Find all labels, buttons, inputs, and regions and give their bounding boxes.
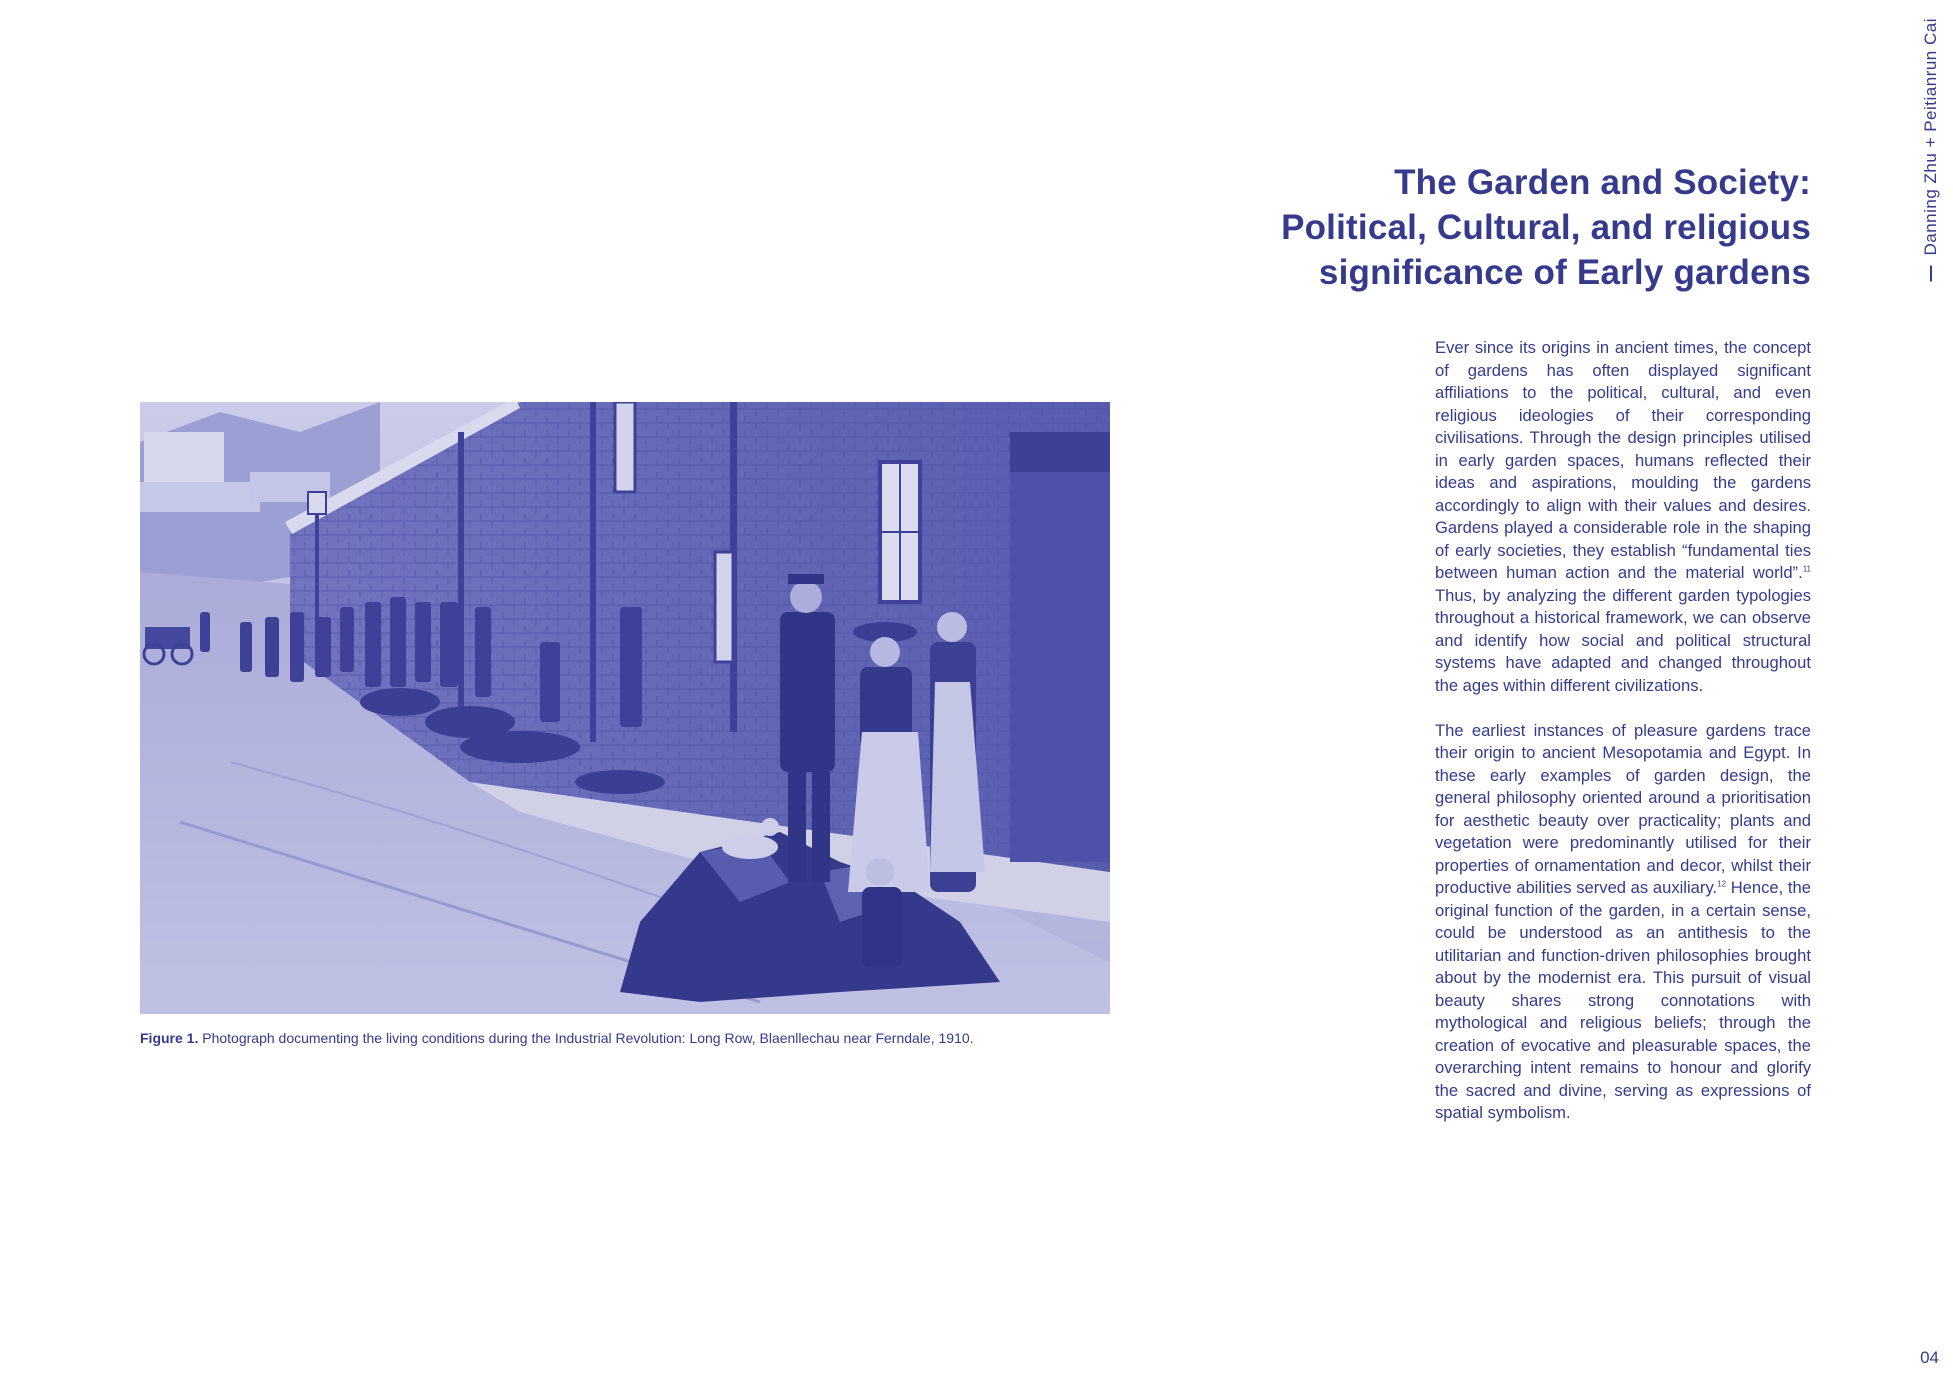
street-photo-illustration — [140, 402, 1110, 1014]
paragraph-1-text-a: Ever since its origins in ancient times, the concept of gardens has often displayed significant affiliations to the political, cultural, and even religious ideologies of their corresponding civilisations. Through the design principles utilised in early garden spaces, humans reflected their ideas and aspirations, moulding the gardens accordingly to align with their values and desires. Gardens played a considerable role in the shaping of early societies, they establish “fundamental ties between human action and the material world”. — [1435, 338, 1811, 582]
paragraph-2 — [1435, 720, 1811, 1125]
title-line-3: significance of Early gardens — [1318, 253, 1811, 292]
running-header — [1916, 18, 1946, 268]
body-text — [1435, 337, 1811, 1147]
paragraph-2-text-a: The earliest instances of pleasure gardens trace their origin to ancient Mesopotamia and Egypt. In these early examples of garden design, the general philosophy oriented around a prioritisation for aesthetic beauty over practicality; plants and vegetation were predominantly utilised for their properties of ornamentation and decor, whilst their productive abilities served as auxiliary. — [1435, 720, 1811, 897]
header-divider — [1930, 266, 1932, 282]
paragraph-1 — [1435, 337, 1811, 697]
footnote-ref-11: 11 — [1802, 564, 1811, 574]
paragraph-2-text-b: Hence, the original function of the garden, in a certain sense, could be understood as an antithesis to the utilitarian and function-driven philosophies brought about by the modernist era. This pursuit of visual beauty shares strong connotations with mythological and religious beliefs; through the creation of evocative and pleasurable spaces, the overarching intent remains to honour and glorify the sacred and divine, serving as expressions of spatial symbolism. — [1435, 878, 1811, 1122]
page-number: 04 — [1920, 1348, 1939, 1367]
title-line-1: The Garden and Society: — [1394, 163, 1811, 202]
historical-street-photo — [140, 402, 1110, 1014]
figure-caption-text: Photograph documenting the living conditions during the Industrial Revolution: Long Row, Blaenllechau near Ferndale, 1910. — [198, 1030, 974, 1046]
paragraph-1-text-b: Thus, by analyzing the different garden typologies throughout a historical framework, we can observe and identify how social and political structural systems have adapted and changed throughout the ages within different civilizations. — [1435, 585, 1811, 695]
figure-caption — [140, 1030, 1140, 1046]
figure-label: Figure 1. — [140, 1030, 199, 1046]
page-title — [1251, 160, 1811, 295]
title-line-2: Political, Cultural, and religious — [1281, 208, 1811, 247]
author-names: Danning Zhu + Peitianrun Cai — [1921, 18, 1940, 256]
footnote-ref-12: 12 — [1717, 879, 1727, 889]
